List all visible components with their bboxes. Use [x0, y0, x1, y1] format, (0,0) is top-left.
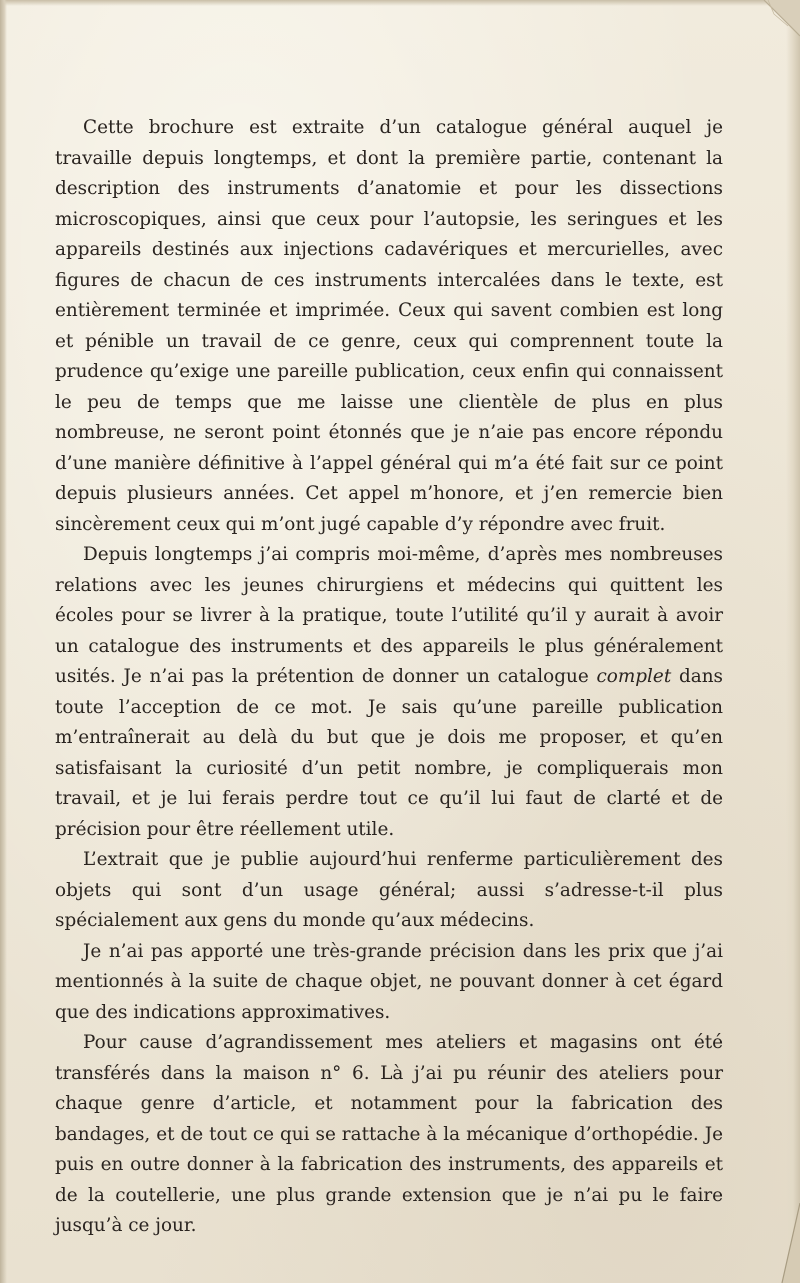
- corner-fold-top: [754, 0, 800, 46]
- page-left-edge: [0, 0, 7, 1283]
- page-right-edge: [786, 0, 800, 1283]
- paragraph-2-italic-word: complet: [596, 666, 672, 687]
- paragraph-2-text-a: Depuis longtemps j’ai compris moi-même, d’après mes nombreuses relations avec les jeunes chirurgiens et médecins qui quittent les écoles pour se livrer à la pratique, toute l’utilité qu’il y aurait à avoir un catalogue des instruments et des appareils le plus généralement usités. Je n’ai pas la prétention de donner un catalogue: [55, 544, 723, 687]
- paragraph-2: [55, 540, 723, 845]
- body-text: [55, 113, 723, 1242]
- paragraph-3: [55, 845, 723, 937]
- paragraph-4-text: Je n’ai pas apporté une très-grande précision dans les prix que j’ai mentionnés à la suite de chaque objet, ne pouvant donner à cet égard que des indications approximatives.: [55, 940, 723, 1023]
- paragraph-2-text-b: dans toute l’acception de ce mot. Je sais qu’une pareille publication m’entraînerait au delà du but que je dois me proposer, et qu’en satisfaisant la curiosité d’un petit nombre, je compliquerais mon travail, et je lui ferais perdre tout ce qu’il lui faut de clarté et de précision pour être réellement utile.: [55, 666, 723, 840]
- paragraph-1-text: Cette brochure est extraite d’un catalogue général auquel je travaille depuis longtemps, et dont la première partie, contenant la description des instruments d’anatomie et pour les dissections microscopiques, ainsi que ceux pour l’autopsie, les seringues et les appareils destinés aux injections cadavériques et mercurielles, avec figures de chacun de ces instruments intercalées dans le texte, est entièrement terminée et imprimée. Ceux qui savent combien est long et pénible un travail de ce genre, ceux qui comprennent toute la prudence qu’exige une pareille publication, ceux enfin qui connaissent le peu de temps que me laisse une clientèle de plus en plus nombreuse, ne seront point étonnés que je n’aie pas encore répondu d’une manière définitive à l’appel général qui m’a été fait sur ce point depuis plusieurs années. Cet appel m’honore, et j’en remercie bien sincèrement ceux qui m’ont jugé capable d’y répondre avec fruit.: [55, 117, 723, 535]
- paragraph-1: [55, 113, 723, 540]
- corner-fold-bottom: [760, 1203, 800, 1283]
- paragraph-5: [55, 1028, 723, 1242]
- paragraph-4: [55, 937, 723, 1029]
- paragraph-5-text: Pour cause d’agrandissement mes ateliers et magasins ont été transférés dans la maison n° 6. Là j’ai pu réunir des ateliers pour chaque genre d’article, et notamment pour la fabrication des bandages, et de tout ce qui se rattache à la mécanique d’orthopédie. Je puis en outre donner à la fabrication des instruments, des appareils et de la coutellerie, une plus grande extension que je n’ai pu le faire jusqu’à ce jour.: [55, 1032, 723, 1236]
- page-top-edge: [0, 0, 800, 6]
- paragraph-3-text: L’extrait que je publie aujourd’hui renferme particulièrement des objets qui sont d’un usage général; aussi s’adresse-t-il plus spécialement aux gens du monde qu’aux médecins.: [55, 849, 723, 931]
